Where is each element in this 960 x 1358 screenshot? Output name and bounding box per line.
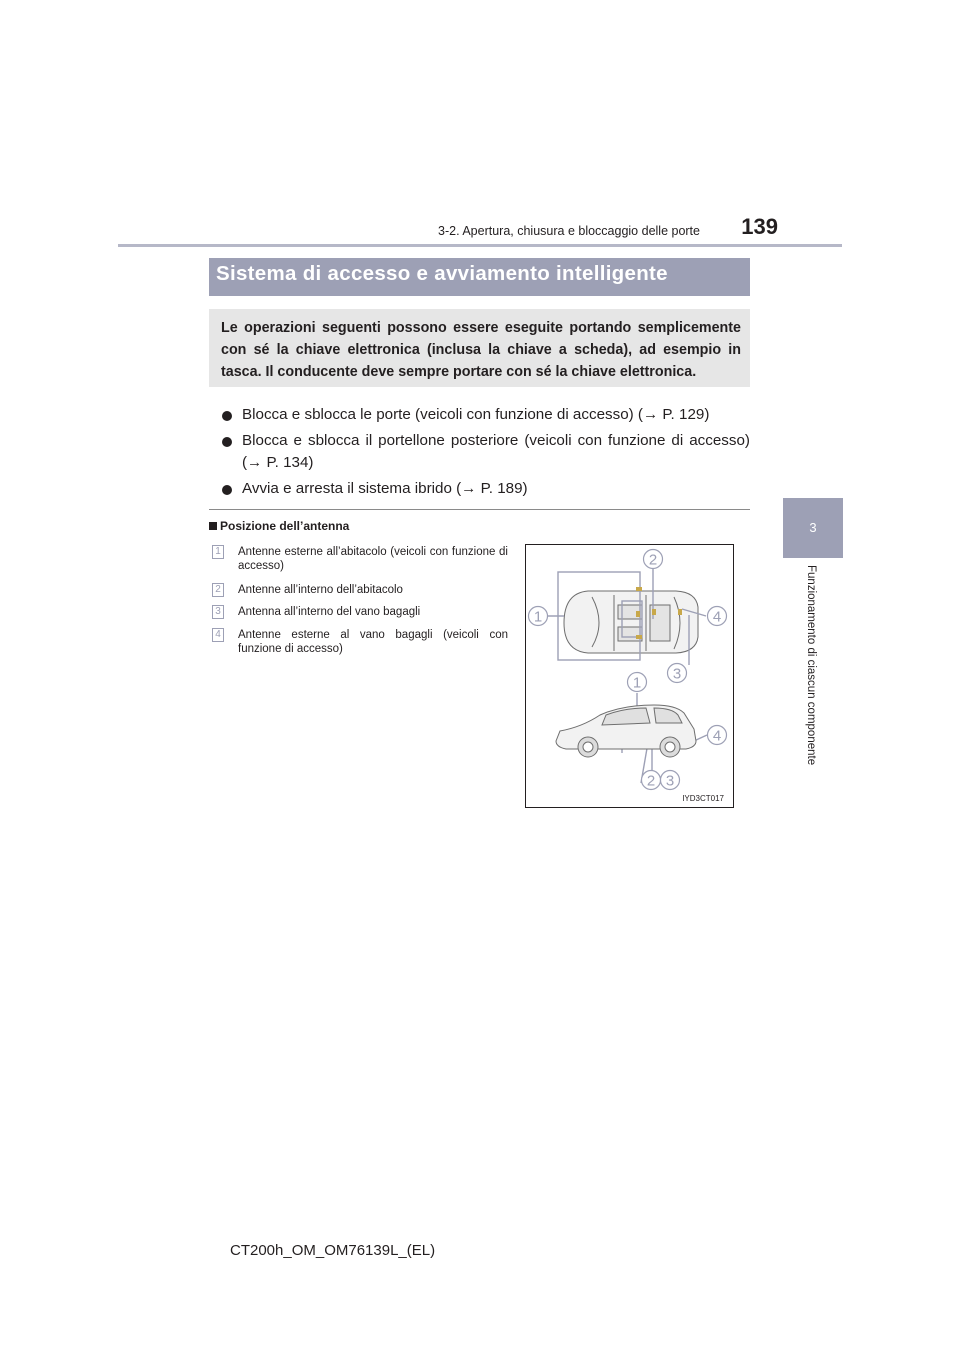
intro-text: Le operazioni seguenti possono essere eseguite portando semplicemente con sé la chiave elettronica (inclusa la chiave a scheda), ad esempio in tasca. Il conducente deve sempre portare con sé la chiave elettronica. bbox=[221, 320, 741, 380]
callout-circle bbox=[708, 726, 727, 745]
legend-text: Antenne esterne al vano bagagli (veicoli con funzione di accesso) bbox=[238, 629, 508, 655]
car-top-view-icon bbox=[564, 591, 698, 653]
header-rule bbox=[118, 244, 842, 247]
bullet-text: Blocca e sblocca le porte (veicoli con funzione di accesso) (→ P. 129) bbox=[242, 406, 710, 423]
bullet-dot bbox=[222, 411, 232, 421]
callout-label: 4 bbox=[712, 727, 722, 745]
callout-circle bbox=[708, 607, 727, 626]
legend-text: Antenne all’interno dell’abitacolo bbox=[238, 584, 403, 596]
callout-circle bbox=[529, 607, 548, 626]
callout-label: 2 bbox=[646, 772, 656, 790]
legend-item bbox=[212, 545, 508, 575]
callout-circle bbox=[661, 771, 680, 790]
chapter-label-container bbox=[801, 565, 821, 795]
callout-label: 1 bbox=[632, 674, 642, 692]
figure-code: IYD3CT017 bbox=[682, 794, 724, 803]
bullet-dot bbox=[222, 485, 232, 495]
callout-label: 1 bbox=[533, 608, 543, 626]
subsection-title bbox=[209, 519, 349, 533]
page-title: Sistema di accesso e avviamento intelligente bbox=[216, 262, 668, 285]
antenna-diagram bbox=[526, 545, 733, 807]
callout-circle bbox=[628, 673, 647, 692]
callout-circle bbox=[668, 664, 687, 683]
legend-item bbox=[212, 583, 508, 599]
callout-label: 3 bbox=[665, 772, 675, 790]
callout-circle bbox=[644, 550, 663, 569]
section-header: 3-2. Apertura, chiusura e bloccaggio delle porte bbox=[438, 224, 700, 238]
bullet-dot bbox=[222, 437, 232, 447]
callout-label: 2 bbox=[648, 551, 658, 569]
chapter-tab: 3 bbox=[783, 498, 843, 558]
car-side-view-icon bbox=[556, 705, 696, 757]
bullet-text: Avvia e arresta il sistema ibrido (→ P. 189) bbox=[242, 480, 528, 497]
callout-label: 3 bbox=[672, 665, 682, 683]
callout-circle bbox=[642, 771, 661, 790]
callout-label: 4 bbox=[712, 608, 722, 626]
legend-number: 2 bbox=[212, 583, 224, 597]
square-bullet-icon bbox=[209, 522, 217, 530]
legend-number: 4 bbox=[212, 628, 224, 642]
antenna-location-figure bbox=[525, 544, 734, 808]
page-number: 139 bbox=[741, 214, 778, 239]
bullet-text: Blocca e sblocca il portellone posteriore (veicoli con funzione di accesso) (→ P. 134) bbox=[242, 432, 750, 471]
legend-item bbox=[212, 628, 508, 658]
legend-number: 1 bbox=[212, 545, 224, 559]
document-code: CT200h_OM_OM76139L_(EL) bbox=[230, 1242, 436, 1259]
chapter-label: Funzionamento di ciascun componente bbox=[805, 565, 817, 766]
subsection-title-text: Posizione dell’antenna bbox=[220, 519, 350, 533]
section-divider bbox=[209, 509, 750, 510]
legend-text: Antenna all’interno del vano bagagli bbox=[238, 606, 421, 618]
legend-number: 3 bbox=[212, 605, 224, 619]
legend-item bbox=[212, 605, 508, 621]
legend-text: Antenne esterne all’abitacolo (veicoli con funzione di accesso) bbox=[238, 546, 508, 572]
